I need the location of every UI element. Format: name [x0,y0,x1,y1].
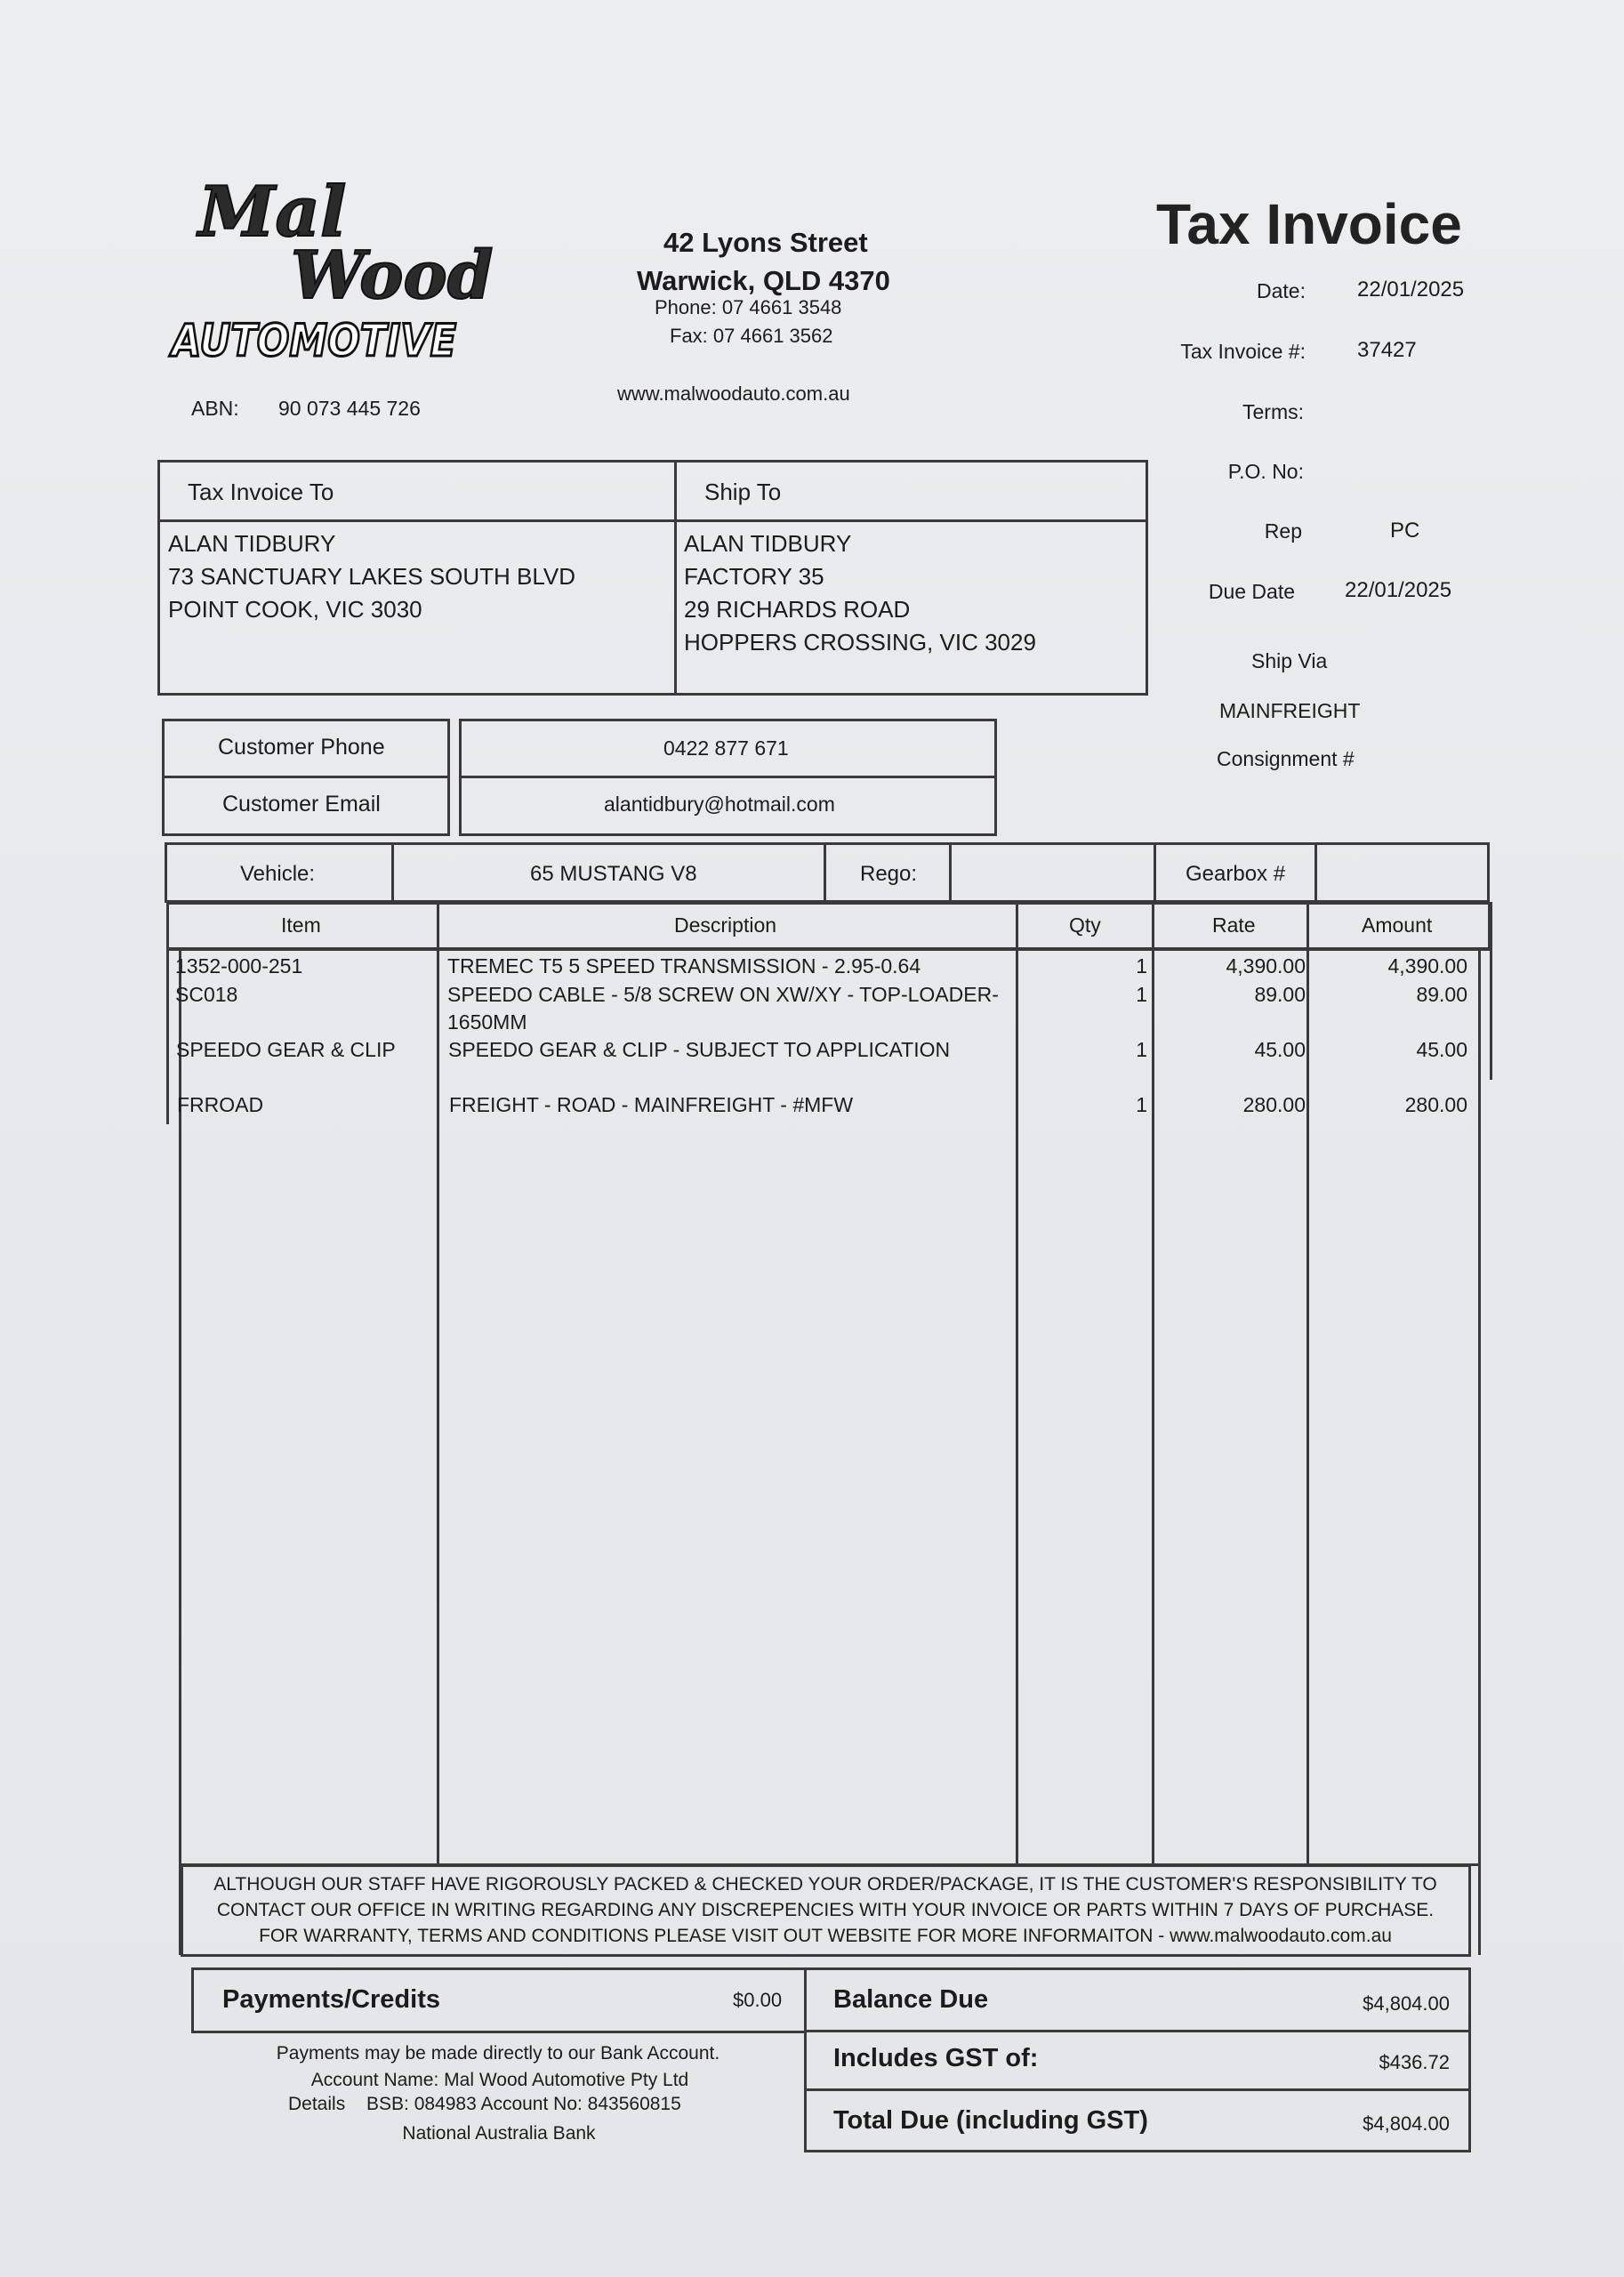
bill-to-line: ALAN TIDBURY [168,530,336,557]
row-item: FRROAD [177,1093,264,1116]
date-value: 22/01/2025 [1357,278,1465,302]
header-item: Item [281,913,321,937]
row-amount: 89.00 [1416,983,1467,1006]
gst-label: Includes GST of: [833,2044,1039,2072]
row-item: SPEEDO GEAR & CLIP [176,1038,396,1061]
row-amount: 280.00 [1404,1093,1467,1116]
bank-name: National Australia Bank [402,2123,596,2144]
vehicle-divider [1154,842,1156,903]
logo-text-automotive: AUTOMOTIVE [168,315,456,366]
totals-divider [804,2030,1471,2032]
header-rate: Rate [1212,913,1256,937]
row-amount: 45.00 [1416,1038,1467,1061]
company-logo [165,172,494,378]
notice-line: FOR WARRANTY, TERMS AND CONDITIONS PLEASE VISIT OUT WEBSITE FOR MORE INFORMAITON - www.malwoodauto.com.au [259,1926,1392,1946]
vehicle-row [165,842,1490,903]
column-divider [1306,902,1309,1864]
header-description: Description [674,913,777,937]
bank-line: Account Name: Mal Wood Automotive Pty Ltd [310,2070,689,2090]
customer-value-divider [459,776,997,778]
row-amount: 4,390.00 [1387,954,1467,978]
ship-to-heading: Ship To [704,479,782,505]
column-divider [437,902,439,1864]
logo-text-mal: Mal [198,172,347,253]
ship-to-line: ALAN TIDBURY [684,530,852,557]
invoice-number-value: 37427 [1357,338,1417,362]
customer-email-value: alantidbury@hotmail.com [604,793,835,816]
customer-label-divider [162,776,450,778]
notice-line: CONTACT OUR OFFICE IN WRITING REGARDING ANY DISCREPENCIES WITH YOUR INVOICE OR PARTS WITHIN 7 DAYS OF PURCHASE. [216,1900,1435,1920]
ship-to-line: 29 RICHARDS ROAD [684,596,911,623]
vehicle-label: Vehicle: [240,862,316,886]
vehicle-divider [824,842,826,903]
total-due-value: $4,804.00 [1363,2112,1450,2135]
date-label: Date: [1257,279,1306,302]
row-qty: 1 [1136,983,1147,1006]
gst-value: $436.72 [1379,2051,1450,2073]
company-street: 42 Lyons Street [663,227,868,258]
company-phone: Phone: 07 4661 3548 [655,296,842,318]
row-description: FREIGHT - ROAD - MAINFREIGHT - #MFW [449,1093,854,1116]
customer-email-label: Customer Email [222,792,381,817]
consignment-label: Consignment # [1217,747,1355,770]
bank-account-details: BSB: 084983 Account No: 843560815 [366,2094,681,2114]
row-item: 1352-000-251 [175,954,303,978]
header-qty: Qty [1069,913,1101,937]
notice-line: ALTHOUGH OUR STAFF HAVE RIGOROUSLY PACKED & CHECKED YOUR ORDER/PACKAGE, IT IS THE CUSTOMER'S RESPONSIBILITY TO [213,1874,1437,1895]
totals-divider [804,2088,1471,2091]
company-website: www.malwoodauto.com.au [617,382,850,405]
balance-due-label: Balance Due [833,1985,989,2014]
row-description: SPEEDO CABLE - 5/8 SCREW ON XW/XY - TOP-LOADER- [447,983,999,1006]
total-due-label: Total Due (including GST) [833,2106,1148,2135]
abn-value: 90 073 445 726 [278,397,421,420]
company-city: Warwick, QLD 4370 [637,265,890,296]
vehicle-divider [391,842,394,903]
po-label: P.O. No: [1227,460,1304,483]
table-border-right [1490,902,1492,1080]
table-border-right [1478,948,1481,1955]
vehicle-divider [1314,842,1317,903]
table-header-rule [166,948,1491,951]
ship-to-address [684,527,1036,659]
payments-label: Payments/Credits [222,1985,440,2014]
table-header-row [166,902,1491,950]
document-title: Tax Invoice [1156,192,1462,256]
bank-line: Payments may be made directly to our Bank Account. [276,2043,720,2064]
invoice-number-label: Tax Invoice #: [1180,340,1306,363]
payments-value: $0.00 [733,1989,783,2011]
gearbox-label: Gearbox # [1186,862,1286,886]
row-rate: 280.00 [1242,1093,1306,1116]
ship-to-line: HOPPERS CROSSING, VIC 3029 [684,629,1036,656]
column-divider [1152,902,1154,1864]
header-amount: Amount [1362,913,1433,937]
ship-via-value: MAINFREIGHT [1219,699,1361,722]
bill-to-line: POINT COOK, VIC 3030 [168,596,422,623]
vehicle-value: 65 MUSTANG V8 [530,862,697,886]
row-rate: 4,390.00 [1226,954,1306,978]
bill-to-heading: Tax Invoice To [188,479,334,505]
due-date-value: 22/01/2025 [1345,578,1452,602]
address-header-divider [157,519,1148,522]
customer-phone-value: 0422 877 671 [663,736,789,760]
row-rate: 45.00 [1254,1038,1306,1061]
row-qty: 1 [1136,954,1147,978]
customer-phone-label: Customer Phone [218,735,385,760]
logo-text-wood: Wood [291,237,494,314]
abn-label: ABN: [191,397,239,420]
address-column-divider [674,460,677,696]
bill-to-line: 73 SANCTUARY LAKES SOUTH BLVD [168,563,576,590]
ship-via-label: Ship Via [1251,649,1328,672]
row-rate: 89.00 [1254,983,1306,1006]
row-description: SPEEDO GEAR & CLIP - SUBJECT TO APPLICATION [448,1038,951,1061]
company-fax: Fax: 07 4661 3562 [670,325,833,347]
balance-due-value: $4,804.00 [1363,1992,1450,2015]
due-date-label: Due Date [1208,580,1295,603]
table-border-left [166,902,169,1124]
rep-value: PC [1390,519,1420,543]
row-description-continued: 1650MM [447,1010,527,1034]
rep-label: Rep [1264,519,1302,543]
vehicle-divider [949,842,952,903]
terms-label: Terms: [1242,400,1304,423]
row-description: TREMEC T5 5 SPEED TRANSMISSION - 2.95-0.64 [447,954,921,978]
row-qty: 1 [1136,1093,1147,1116]
column-divider [1016,902,1018,1864]
ship-to-line: FACTORY 35 [684,563,824,590]
bill-to-address [168,527,575,626]
row-qty: 1 [1136,1038,1147,1061]
rego-label: Rego: [860,862,918,886]
row-item: SC018 [175,983,238,1006]
bank-details-label: Details [288,2094,346,2114]
